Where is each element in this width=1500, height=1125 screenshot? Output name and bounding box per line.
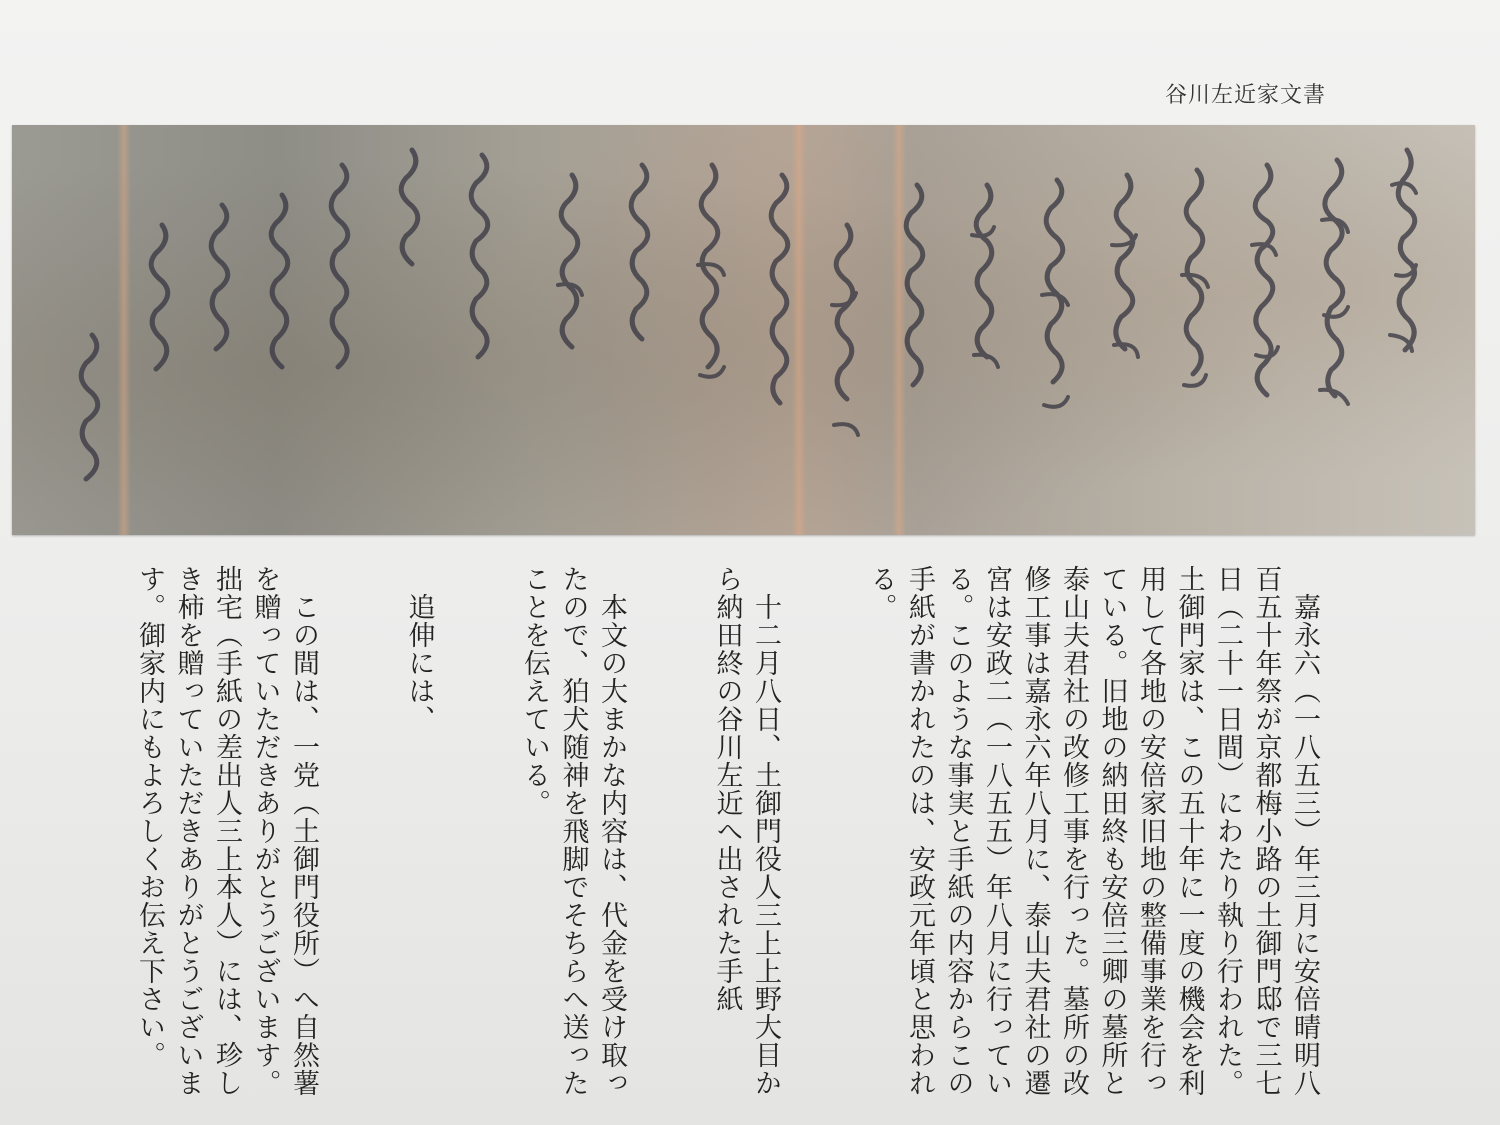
- handwritten-letter-image: [12, 125, 1475, 535]
- paragraph-postscript: この間は、一党（土御門役所）へ自然薯を贈っていただきありがとうございます。拙宅（手紙の差出人三上本人）には、珍しき柿を贈っていただきありがとうございます。御家内にもよろしくお伝え下さい。: [134, 565, 319, 1097]
- calligraphy-strokes: [12, 125, 1475, 535]
- explanatory-text: [91, 565, 1400, 1105]
- paragraph-letter-content: 本文の大まかな内容は、代金を受け取ったので、狛犬随神を飛脚でそちらへ送ったことを伝えている。: [519, 565, 627, 1097]
- paragraph-background: 嘉永六（一八五三）年三月に安倍晴明八百五十年祭が京都梅小路の土御門邸で三七日（二十一日間）にわたり執り行われた。土御門家は、この五十年に一度の機会を利用して各地の安倍家旧地の整備事業を行っている。旧地の納田終も安倍三卿の墓所と泰山夫君社の改修工事を行った。墓所の改修工事は嘉永六年八月に、泰山夫君社の遷宮は安政二（一八五五）年八月に行っている。このような事実と手紙の内容からこの手紙が書かれたのは、安政元年頃と思われる。: [865, 565, 1320, 1097]
- source-caption: 谷川左近家文書: [1165, 83, 1327, 108]
- paragraph-letter-origin: 十二月八日、土御門役人三上上野大目から納田終の谷川左近へ出された手紙: [711, 565, 781, 1097]
- paragraph-postscript-heading: 追伸には、: [403, 565, 435, 733]
